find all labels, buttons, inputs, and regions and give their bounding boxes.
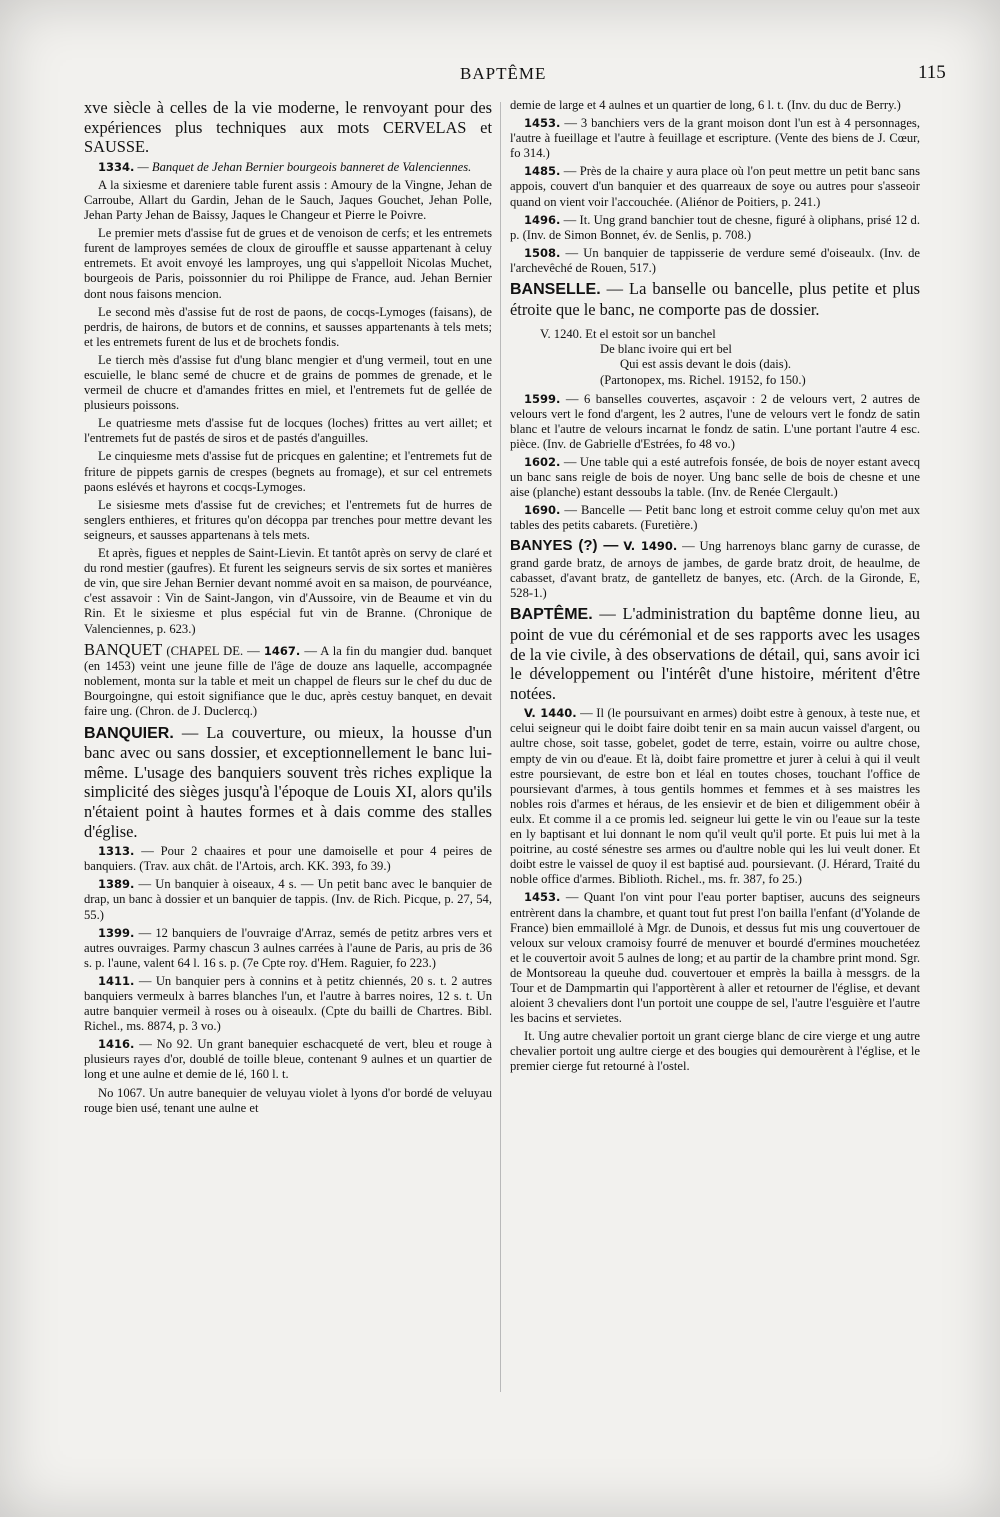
- headword-banquier: [84, 723, 492, 842]
- entry-paragraph: Le premier mets d'assise fut de grues et de venoison de cerfs; et les entremets furent de lamproyes semées de cloux de girouffle et sausse appartenant à celuy entremets. Et avoit envoyé les lamproyes, ung qui s'appelloit Nicolas Muchet, bourgeois de Paris, poissonnier du roi Philippe de France, aud. Jehan Bernier dont nous faisons mencion.: [84, 226, 492, 301]
- headword-banselle: [510, 279, 920, 319]
- entry-number: 1496.: [524, 212, 561, 227]
- entry-text: — 6 banselles couvertes, asçavoir : 2 de velours vert, 2 autres de velours vert le fond d'argent, les 2 autres, l'une de velours vert le fondz de satin blanc et l'autre de velours incarnat le fondz de satin. L'une portant l'autre 4 esc. pièce. (Inv. de Gabrielle d'Estrées, fo 48 vo.): [510, 391, 920, 451]
- verse-quote: [510, 327, 920, 387]
- entry-1496: [510, 213, 920, 243]
- entry-number: 1389.: [98, 877, 135, 892]
- verse-line: [540, 327, 920, 342]
- entry-1334: [84, 160, 492, 175]
- entry-number: 1508.: [524, 245, 561, 260]
- running-head: [0, 60, 1000, 90]
- entry-number: 1467.: [263, 643, 301, 658]
- headword: BANYES (?) —: [510, 537, 619, 555]
- entry-text: — 12 banquiers de l'ouvraige d'Arraz, semés de petitz arbres vers et autres ouvraiges. Parmy chascun 3 aulnes carrées à l'aune de Paris, au pris de 36 s. p. l'aune, valent 64 l. 16 s. p. (7e Cpte roy. d'Hem. Raguier, fo 223.): [84, 925, 493, 970]
- entry-paragraph: No 1067. Un autre banequier de veluyau violet à lyons d'or bordé de veluyau rouge bien usé, tenant une aulne et: [84, 1085, 492, 1115]
- headword: BANQUIER.: [84, 724, 174, 742]
- page-number: 115: [918, 62, 946, 83]
- entry-number: 1334.: [98, 159, 135, 174]
- verse-text: Et el estoit sor un banchel: [585, 327, 716, 342]
- intro-paragraph: xve siècle à celles de la vie moderne, le renvoyant pour des expériences plus techniques aux mots CERVELAS et SAUSSE.: [84, 98, 492, 157]
- entry-1416: [84, 1037, 492, 1082]
- entry-text: — Près de la chaire y aura place où l'on peut mettre un petit banc sans appois, couvert d'un banquier et des quarreaux de soye ou autres pour s'asseoir quand on vient voir l'accouchée. (Aliénor de Poitiers, p. 241.): [510, 164, 920, 209]
- entry-1440: [510, 706, 920, 887]
- entry-title: — Banquet de Jehan Bernier bourgeois banneret de Valenciennes.: [137, 159, 472, 174]
- entry-paragraph: Et après, figues et nepples de Saint-Lievin. Et tantôt après on servy de claré et du rond mestier (gaufres). Et furent les seigneurs servis de six sortes et manières de vin, que sire Jehan Bernier devant nommé avoit en sa maison, de pourvéance, c'est assavoir : Vin de Saint-Jangon, vin d'Aussoire, vin de Beaume et vin du Rin. Et le sixiesme et plus espécial fut vin de Branne. (Chronique de Valenciennes, p. 623.): [84, 546, 492, 636]
- headword: BANSELLE.: [510, 281, 601, 299]
- continued-text: demie de large et 4 aulnes et un quartier de long, 6 l. t. (Inv. du duc de Berry.): [510, 98, 901, 112]
- entry-number: 1599.: [524, 391, 561, 406]
- entry-text: — It. Ung grand banchier tout de chesne, figuré à oliphans, prisé 12 d. p. (Inv. de Simon Bonnet, év. de Senlis, p. 708.): [510, 212, 920, 242]
- definition: — La couverture, ou mieux, la housse d'un banc avec ou sans dossier, et exceptionnellement le banc lui-même. L'usage des banquiers souvent très riches explique la simplicité des sièges jusqu'à l'époque de Louis XI, alors qu'ils n'étaient point à hautes formes et à dais comme des stalles d'église.: [84, 722, 492, 841]
- entry-1453a: [510, 116, 920, 161]
- entry-number: V. 1490.: [623, 539, 678, 554]
- entry-text: — A la fin du mangier dud. banquet (en 1453) veint une jeune fille de l'âge de douze ans laquelle, accompagnée noblement, monta sur la table et meit un chappel de fleurs sur le chef du duc de Bourgoingne, qui estoit signifiance que le duc, après cestuy banquet, en devait faire ung. (Chron. de J. Duclercq.): [84, 643, 492, 719]
- column-divider: [500, 102, 501, 1392]
- entry-1508: [510, 246, 920, 276]
- headword-bapteme: [510, 604, 920, 703]
- entry-text: — Pour 2 chaaires et pour une damoiselle et pour 4 peires de banquiers. (Trav. aux chât. de l'Artois, arch. KK. 393, fo 39.): [84, 844, 492, 874]
- headword-banyes: [510, 536, 920, 601]
- entry-number: 1399.: [98, 925, 135, 940]
- right-column: [510, 98, 920, 1078]
- entry-text: — Un banquier pers à connins et à petitz chiennés, 20 s. t. 2 autres banquiers vermeulx à barres blanches l'un, et l'autre à barres noires, 12 s. t. Un autre banquier vermeil à roses ou à oiseaulx. (Cpte du bailli de Chartres. Bibl. Richel., ms. 8874, p. 3 vo.): [84, 973, 492, 1034]
- entry-number: 1416.: [98, 1037, 135, 1052]
- entry-text: — 3 banchiers vers de la grant moison dont l'un est à 4 personnages, l'autre à fueillage et l'autre à feuillage et escripture. (Vente des biens de J. Cœur, fo 314.): [510, 116, 920, 161]
- verse-line: De blanc ivoire qui ert bel: [600, 342, 732, 357]
- entry-paragraph: It. Ung autre chevalier portoit un grant cierge blanc de cire vierge et ung autre chevalier portoit ung aultre cierge et des bougies qui demourèrent à l'église, et le premier cierge fut retourné à l'ostel.: [510, 1029, 920, 1074]
- entry-number: 1485.: [524, 164, 561, 179]
- entry-text: — Il (le poursuivant en armes) doibt estre à genoux, à teste nue, et celui seigneur qui le doibt faire doibt tenir en sa main aucun vaissel d'argent, ou aultre chose, soit tasse, gobelet, godet de terre, estain, voirre ou aultre chose, empty de vin ou d'eaue. Et là, doibt faire promettre et jurer à celui à qui il veult estre poursievant, de estre bon et léal en toutes choses, touchant l'office de poursievant d'armes, à tous gentils hommes et femmes et à ses maistres les nobles rois d'armes et héraus, de les ensievir et de bien et diligemment obéir à eulx. Et comme il a ce promis led. seigneur lui gette le vin ou l'eaue sur la teste en ly baptisant et lui donnant le nom qu'il veult qu'il porte. Et puis lui met à la poitrine, au costé sénestre ses armes ou d'aultre noble qui les lui veult doner. Et doibt estre le vaissel de quoy il est baptisé aud. poursievant. (J. Hérard, Traité du noble office d'armes. Biblioth. Richel., ms. fr. 387, fo 25.): [510, 706, 921, 887]
- entry-1389: [84, 877, 492, 922]
- entry-1453b: [510, 890, 920, 1026]
- left-column: [84, 98, 492, 1119]
- entry-text: — Un banquier de tappisserie de verdure semé d'oiseaulx. (Inv. de l'archevêché de Rouen, 517.): [510, 245, 920, 275]
- entry-text: — No 92. Un grant banequier eschacqueté de vert, bleu et rouge à plusieurs rayes d'or, doublé de toille bleue, contenant 9 aulnes et un quartier de long et une aulne et demie de lé, 160 l. t.: [84, 1037, 492, 1082]
- verse-ref: V. 1240.: [540, 327, 583, 342]
- entry-paragraph: Le cinquiesme mets d'assise fut de pricques en galentine; et l'entremets fut de friture de pippets garnis de crespes (begnets au fromage), et sur cel entremets paons eslévés et hayrons et cocqs-Lymoges.: [84, 449, 492, 494]
- definition: — L'administration du baptême donne lieu, au point de vue du cérémonial et de ses rapports avec les usages de la vie civile, à des observations de détail, qui, sans avoir ici le développement ou l'intérêt d'une histoire, méritent d'être notées.: [510, 604, 920, 703]
- entry-1399: [84, 926, 492, 971]
- headword: BAPTÊME.: [510, 606, 593, 624]
- entry-1599: [510, 392, 920, 452]
- headword-banquet: [84, 640, 492, 720]
- entry-1411: [84, 974, 492, 1034]
- entry-number: 1453.: [524, 890, 561, 905]
- headword: BANQUET: [84, 639, 163, 659]
- entry-paragraph: Le second mès d'assise fut de rost de paons, de cocqs-Lymoges (faisans), de perdris, de hairons, de butors et de connins, et sausses appartenants à tels mets; et les entremets furent de lus et de brochets fondis.: [84, 304, 492, 349]
- entry-number: 1313.: [98, 844, 135, 859]
- verse-line: Qui est assis devant le dois (dais).: [620, 357, 792, 372]
- entry-paragraph: Le quatriesme mets d'assise fut de locques (loches) frittes au vert aillet; et l'entremets fut de pastés de siros et de pastés d'anguilles.: [84, 416, 492, 446]
- entry-text: — Ung harrenoys blanc garny de curasse, de grand garde bratz, de arnoys de jambes, de garde bratz droit, de heaulme, de cabasset, d'avant bratz, de gantelletz de banyes, etc. (Arch. de la Gironde, E, 528-1.): [510, 539, 920, 601]
- entry-text: — Un banquier à oiseaux, 4 s. — Un petit banc avec le banquier de drap, un banc à dossier et un banquier de tappis. (Inv. de Rich. Picque, p. 27, 54, 55.): [84, 877, 492, 922]
- entry-number: 1690.: [524, 503, 561, 518]
- entry-number: V. 1440.: [524, 706, 577, 721]
- entry-text: — Une table qui a esté autrefois fonsée, de bois de noyer estant avecq un banc sans reigle de bois de noyer. Ung banc selle de bois de chesne et une aise (planche) estant dessoubs la table. (Inv. de Renée Clergault.): [510, 454, 920, 500]
- entry-number: 1411.: [98, 973, 135, 988]
- running-title: BAPTÊME: [460, 64, 547, 83]
- entry-number: 1453.: [524, 116, 561, 131]
- entry-text: — Bancelle — Petit banc long et estroit comme celuy qu'on met aux tables des petits cabarets. (Furetière.): [510, 503, 920, 533]
- entry-1690: [510, 503, 920, 533]
- definition: — La banselle ou bancelle, plus petite et plus étroite que le banc, ne comporte pas de dossier.: [510, 279, 920, 319]
- entry-1602: [510, 455, 920, 500]
- headword-sub: (CHAPEL DE. —: [166, 643, 260, 658]
- entry-1485: [510, 164, 920, 209]
- entry-paragraph: Le tierch mès d'assise fut d'ung blanc mengier et d'ung vermeil, tout en une escuielle, le blanc semé de chucre et de grains de pommes de grenade, et le vermeil de chucre et d'amandes frittes en miel, et l'entremets fut de gellée de plusieurs poissons.: [84, 352, 492, 413]
- verse-source: (Partonopex, ms. Richel. 19152, fo 150.): [600, 372, 806, 387]
- entry-paragraph: A la sixiesme et dareniere table furent assis : Amoury de la Vingne, Jehan de Carroube, Allart du Gardin, Jehan de le Sauch, Jaques Gouchet, Jehan Polle, Jehan Party Jehan de Baissy, Jaques le Changeur et Pierre le Poivre.: [84, 177, 492, 223]
- entry-paragraph: Le sisiesme mets d'assise fut de creviches; et l'entremets fut de hurres de senglers enthieres, et fritures qu'on décoppa par trenches pour mettre devant les seigneurs, et sausses appartenans à tels mets.: [84, 497, 492, 542]
- entry-1313: [84, 844, 492, 874]
- entry-number: 1602.: [524, 454, 561, 469]
- entry-text: — Quant l'on vint pour l'eau porter baptiser, aucuns des seigneurs entrèrent dans la chambre, et quant tout fut prest l'on bailla l'enfant (d'Yolande de France) bien emmaillolé à Mgr. de Dunois, et dessus fut mis ung couvertouer de veloux sur veloux cramoisy fourré de menuver et bourdé d'ermines mouchetéez et le couvertoir avoit 5 aulnes de long; et au partir de la chambre print mond. Sgr. de Montsoreau la queuhe dud. couvertouer et emprès la bailla à messgrs. de la Tour et de Dampmartin qui l'apportèrent à aller et retourner de l'église, et devant aloient 3 chevaliers dont l'un portoit une couppe de sel, l'autre l'esguière et l'autre les bacins et servietes.: [510, 890, 920, 1026]
